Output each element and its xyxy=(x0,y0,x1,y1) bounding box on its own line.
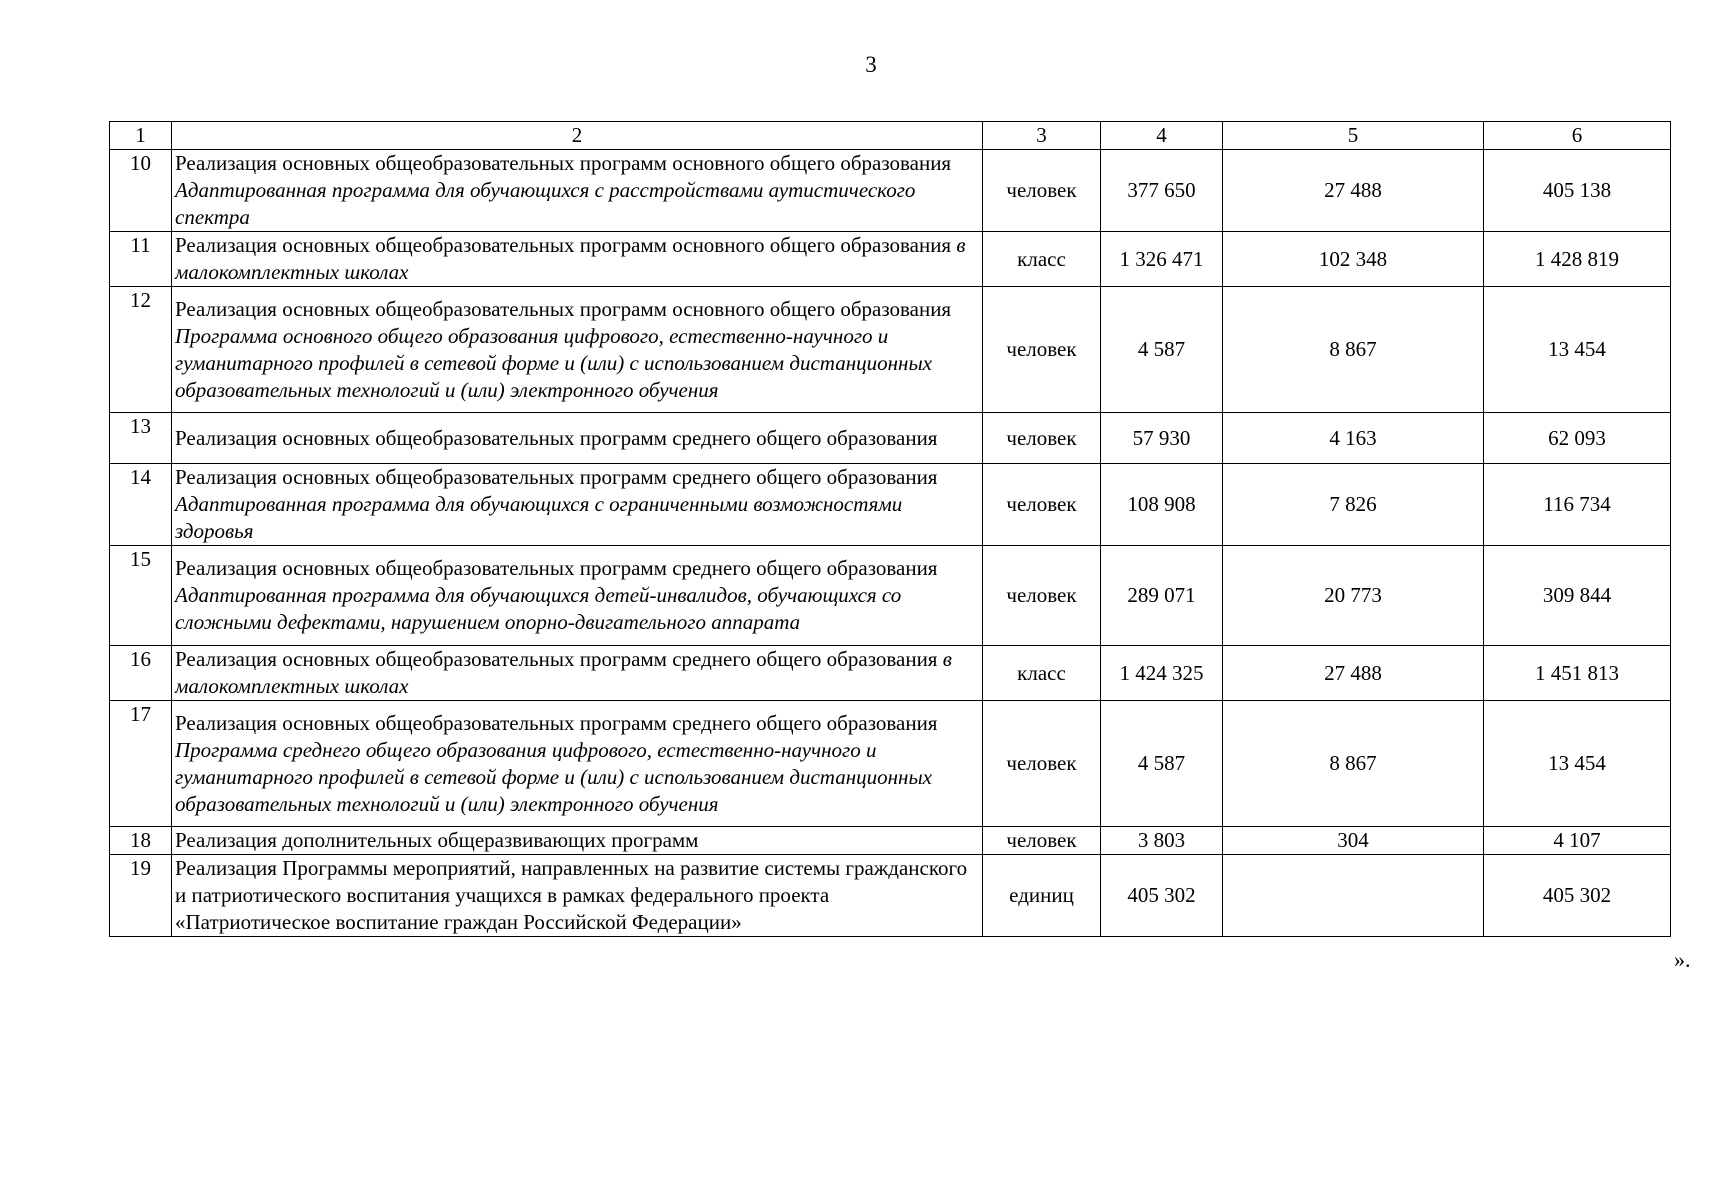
row-value5-cell: 102 348 xyxy=(1223,232,1484,287)
row-name-plain: Реализация основных общеобразовательных программ среднего общего образования xyxy=(175,556,938,580)
row-value6-cell: 4 107 xyxy=(1484,827,1671,855)
row-value4-cell: 1 424 325 xyxy=(1101,646,1223,701)
table-row xyxy=(110,413,1671,464)
row-value5-cell: 27 488 xyxy=(1223,150,1484,232)
row-name-italic: Адаптированная программа для обучающихся с ограниченными возможностями здоровья xyxy=(175,492,903,543)
table-row xyxy=(110,232,1671,287)
column-header: 2 xyxy=(172,122,983,150)
row-name-italic: Адаптированная программа для обучающихся с расстройствами аутистического спектра xyxy=(175,178,916,229)
row-name-plain: Реализация основных общеобразовательных программ основного общего образования xyxy=(175,296,952,321)
row-value5-cell xyxy=(1223,855,1484,937)
row-number-cell: 11 xyxy=(110,232,172,287)
row-unit-cell: человек xyxy=(983,464,1101,546)
row-number-cell: 14 xyxy=(110,464,172,546)
row-name-cell xyxy=(172,287,983,413)
row-value6-cell: 62 093 xyxy=(1484,413,1671,464)
row-value6-cell: 1 451 813 xyxy=(1484,646,1671,701)
row-name-cell xyxy=(172,150,983,232)
row-number-cell: 10 xyxy=(110,150,172,232)
row-name-plain: Реализация дополнительных общеразвивающих программ xyxy=(175,828,699,852)
row-value4-cell: 1 326 471 xyxy=(1101,232,1223,287)
row-value4-cell: 3 803 xyxy=(1101,827,1223,855)
column-header: 1 xyxy=(110,122,172,150)
table-row xyxy=(110,827,1671,855)
page-number: 3 xyxy=(865,52,877,77)
table-row xyxy=(110,855,1671,937)
row-name-plain: Реализация основных общеобразовательных программ среднего общего образования xyxy=(175,710,938,735)
row-value6-cell: 309 844 xyxy=(1484,546,1671,646)
column-header: 5 xyxy=(1223,122,1484,150)
row-value4-cell: 4 587 xyxy=(1101,701,1223,827)
column-header: 3 xyxy=(983,122,1101,150)
row-name-cell xyxy=(172,413,983,464)
row-value5-cell: 7 826 xyxy=(1223,464,1484,546)
row-value4-cell: 57 930 xyxy=(1101,413,1223,464)
row-name-plain: Реализация Программы мероприятий, направленных на развитие системы гражданского и патриотического воспитания учащихся в рамках федерального проекта «Патриотическое воспитание граждан Российской Федерации» xyxy=(175,856,968,934)
row-value6-cell: 13 454 xyxy=(1484,287,1671,413)
table-row xyxy=(110,464,1671,546)
row-number-cell: 12 xyxy=(110,287,172,413)
row-value5-cell: 20 773 xyxy=(1223,546,1484,646)
row-unit-cell: единиц xyxy=(983,855,1101,937)
row-value6-cell: 1 428 819 xyxy=(1484,232,1671,287)
row-name-plain: Реализация основных общеобразовательных программ основного общего образования xyxy=(175,233,952,257)
table-row xyxy=(110,646,1671,701)
table-body xyxy=(110,150,1671,937)
row-unit-cell: человек xyxy=(983,546,1101,646)
row-name-italic: в малокомплектных школах xyxy=(175,647,952,698)
row-value4-cell: 405 302 xyxy=(1101,855,1223,937)
row-name-cell xyxy=(172,827,983,855)
row-value4-cell: 377 650 xyxy=(1101,150,1223,232)
row-value4-cell: 4 587 xyxy=(1101,287,1223,413)
row-unit-cell: человек xyxy=(983,701,1101,827)
row-number-cell: 15 xyxy=(110,546,172,646)
row-unit-cell: класс xyxy=(983,646,1101,701)
data-table xyxy=(109,121,1671,937)
row-number-cell: 16 xyxy=(110,646,172,701)
row-number-cell: 19 xyxy=(110,855,172,937)
row-value4-cell: 289 071 xyxy=(1101,546,1223,646)
row-value5-cell: 27 488 xyxy=(1223,646,1484,701)
row-name-cell xyxy=(172,855,983,937)
row-unit-cell: человек xyxy=(983,413,1101,464)
row-number-cell: 18 xyxy=(110,827,172,855)
row-name-cell xyxy=(172,464,983,546)
row-value5-cell: 8 867 xyxy=(1223,701,1484,827)
row-name-italic: Программа основного общего образования цифрового, естественно-научного и гуманитарного профилей в сетевой форме и (или) с использованием дистанционных образовательных технологий и (или) электронного обучения xyxy=(175,323,932,402)
row-name-italic: Адаптированная программа для обучающихся детей-инвалидов, обучающихся со сложными дефектами, нарушением опорно-двигательного аппарата xyxy=(175,583,902,634)
row-name-plain: Реализация основных общеобразовательных программ среднего общего образования xyxy=(175,465,938,489)
row-name-plain: Реализация основных общеобразовательных программ среднего общего образования xyxy=(175,425,938,450)
row-name-cell xyxy=(172,701,983,827)
table-header-row xyxy=(110,122,1671,150)
row-name-cell xyxy=(172,646,983,701)
row-name-cell xyxy=(172,546,983,646)
row-value5-cell: 8 867 xyxy=(1223,287,1484,413)
closing-quote-mark: ». xyxy=(1674,947,1691,972)
row-value6-cell: 405 138 xyxy=(1484,150,1671,232)
table-row xyxy=(110,701,1671,827)
row-unit-cell: класс xyxy=(983,232,1101,287)
row-value6-cell: 405 302 xyxy=(1484,855,1671,937)
row-name-plain: Реализация основных общеобразовательных программ среднего общего образования xyxy=(175,647,938,671)
row-name-italic: в малокомплектных школах xyxy=(175,233,966,284)
table-row xyxy=(110,287,1671,413)
table-row xyxy=(110,150,1671,232)
row-number-cell: 17 xyxy=(110,701,172,827)
row-name-italic: Программа среднего общего образования цифрового, естественно-научного и гуманитарного профилей в сетевой форме и (или) с использованием дистанционных образовательных технологий и (или) электронного обучения xyxy=(175,737,932,816)
row-number-cell: 13 xyxy=(110,413,172,464)
row-unit-cell: человек xyxy=(983,287,1101,413)
row-unit-cell: человек xyxy=(983,150,1101,232)
row-value6-cell: 13 454 xyxy=(1484,701,1671,827)
column-header: 6 xyxy=(1484,122,1671,150)
row-value6-cell: 116 734 xyxy=(1484,464,1671,546)
row-name-plain: Реализация основных общеобразовательных программ основного общего образования xyxy=(175,151,952,175)
row-name-cell xyxy=(172,232,983,287)
table-row xyxy=(110,546,1671,646)
row-value4-cell: 108 908 xyxy=(1101,464,1223,546)
column-header: 4 xyxy=(1101,122,1223,150)
row-value5-cell: 4 163 xyxy=(1223,413,1484,464)
row-unit-cell: человек xyxy=(983,827,1101,855)
row-value5-cell: 304 xyxy=(1223,827,1484,855)
